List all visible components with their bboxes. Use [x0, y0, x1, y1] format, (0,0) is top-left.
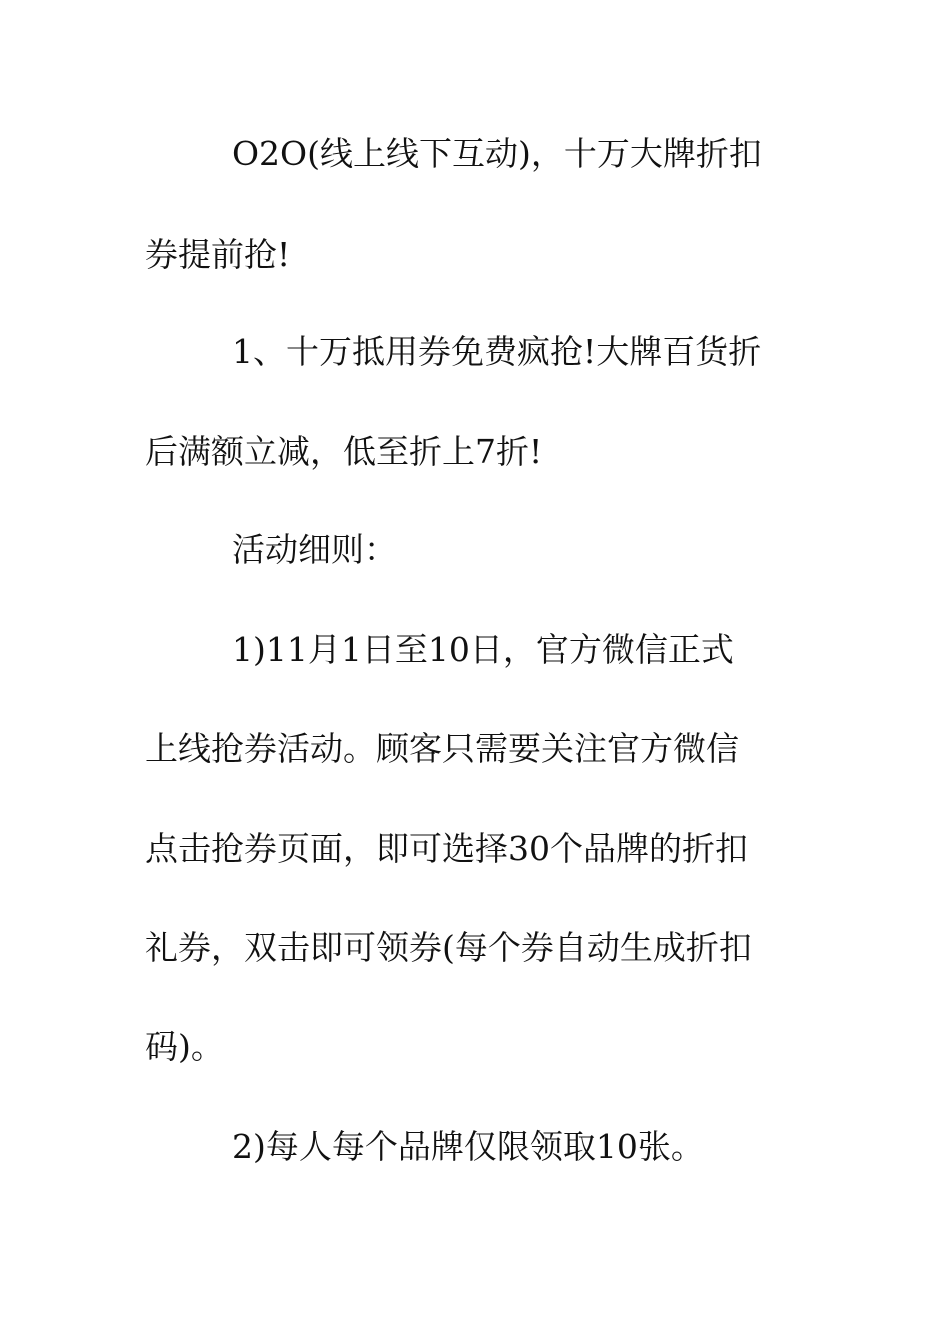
paragraph-line: 1)11月1日至10日，官方微信正式 [232, 630, 734, 669]
paragraph-line: 1、十万抵用券免费疯抢!大牌百货折 [232, 332, 762, 371]
paragraph-line: 上线抢券活动。顾客只需要关注官方微信 [145, 729, 739, 768]
paragraph-line: 礼券，双击即可领券(每个券自动生成折扣 [145, 928, 752, 967]
paragraph-line: O2O(线上线下互动)，十万大牌折扣 [232, 134, 762, 173]
paragraph-line: 券提前抢! [145, 235, 291, 274]
paragraph-line: 2)每人每个品牌仅限领取10张。 [232, 1127, 704, 1166]
paragraph-line: 码)。 [145, 1027, 224, 1066]
section-heading: 活动细则： [232, 530, 397, 569]
paragraph-line: 点击抢券页面，即可选择30个品牌的折扣 [145, 829, 748, 868]
paragraph-line: 后满额立减，低至折上7折! [145, 432, 543, 471]
